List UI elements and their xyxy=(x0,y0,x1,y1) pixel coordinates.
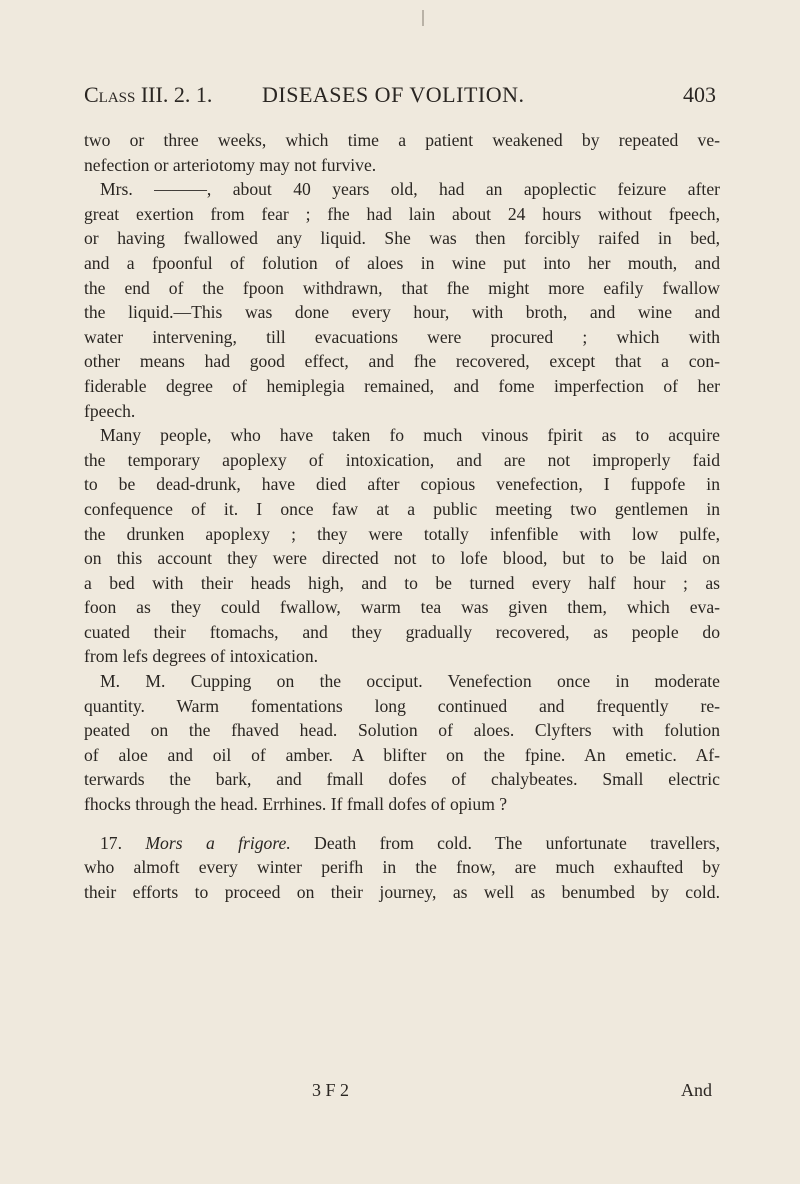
text-line: Death from cold. The unfortunate travellers, xyxy=(314,832,721,853)
signature-mark: 3 F 2 xyxy=(312,1080,350,1100)
text-line: peated on the fhaved head. Solution of aloes. Clyfters with folution xyxy=(84,720,720,741)
text-line: fiderable degree of hemiplegia remained, and fome imperfection of her xyxy=(84,375,720,396)
text-line: the end of the fpoon withdrawn, that fhe might more eafily fwallow xyxy=(84,277,720,298)
text-line: confequence of it. I once faw at a public meeting two gentlemen in xyxy=(84,498,720,519)
text-line: fpeech. xyxy=(84,400,136,421)
text-line: nefection or arteriotomy may not furvive. xyxy=(84,154,377,175)
text-line: a bed with their heads high, and to be turned every half hour ; as xyxy=(84,572,720,593)
class-reference: Class III. 2. 1. xyxy=(84,82,213,107)
text-line: great exertion from fear ; fhe had lain about 24 hours without fpeech, xyxy=(84,203,720,224)
text-line: from lefs degrees of intoxication. xyxy=(84,646,319,667)
text-line: foon as they could fwallow, warm tea was given them, which eva- xyxy=(84,597,720,618)
text-line: the drunken apoplexy ; they were totally infenfible with low pulfe, xyxy=(84,523,720,544)
text-line: water intervening, till evacuations were procured ; which with xyxy=(84,326,720,347)
section-number: 17. xyxy=(100,832,122,853)
section-17-first-line xyxy=(84,831,720,856)
text-line: fhocks through the head. Errhines. If fmall dofes of opium ? xyxy=(84,794,508,815)
text-line: M. M. Cupping on the occiput. Venefection once in moderate xyxy=(100,671,720,692)
text-line: or having fwallowed any liquid. She was then forcibly raifed in bed, xyxy=(84,228,720,249)
text-line: who almoft every winter perifh in the fnow, are much exhaufted by xyxy=(84,857,720,878)
catchword: And xyxy=(681,1080,712,1100)
section-heading: Mors a frigore. xyxy=(145,832,291,853)
margin-mark xyxy=(422,10,424,26)
text-line: other means had good effect, and fhe recovered, except that a con- xyxy=(84,351,720,372)
text-line: quantity. Warm fomentations long continued and frequently re- xyxy=(84,695,720,716)
text-line: terwards the bark, and fmall dofes of chalybeates. Small electric xyxy=(84,769,720,790)
text-line: cuated their ftomachs, and they gradually recovered, as people do xyxy=(84,621,720,642)
text-line: Many people, who have taken fo much vinous fpirit as to acquire xyxy=(100,425,720,446)
chapter-title: DISEASES OF VOLITION. xyxy=(262,82,525,107)
text-line: two or three weeks, which time a patient weakened by repeated ve- xyxy=(84,130,720,150)
text-line: their efforts to proceed on their journey, as well as benumbed by cold. xyxy=(84,881,720,902)
text-line: to be dead-drunk, have died after copious venefection, I fuppofe in xyxy=(84,474,720,495)
page-footer xyxy=(84,1080,716,1110)
text-line: the liquid.—This was done every hour, with broth, and wine and xyxy=(84,302,720,323)
text-line: on this account they were directed not to lofe blood, but to be laid on xyxy=(84,548,720,569)
text-line: the temporary apoplexy of intoxication, and are not improperly faid xyxy=(84,449,720,470)
running-header xyxy=(84,82,716,112)
body-text xyxy=(84,128,720,904)
page-number: 403 xyxy=(683,82,716,107)
text-line: of aloe and oil of amber. A blifter on the fpine. An emetic. Af- xyxy=(84,744,720,765)
text-line: Mrs. ———, about 40 years old, had an apoplectic feizure after xyxy=(100,179,720,200)
text-line: and a fpoonful of folution of aloes in wine put into her mouth, and xyxy=(84,252,720,273)
